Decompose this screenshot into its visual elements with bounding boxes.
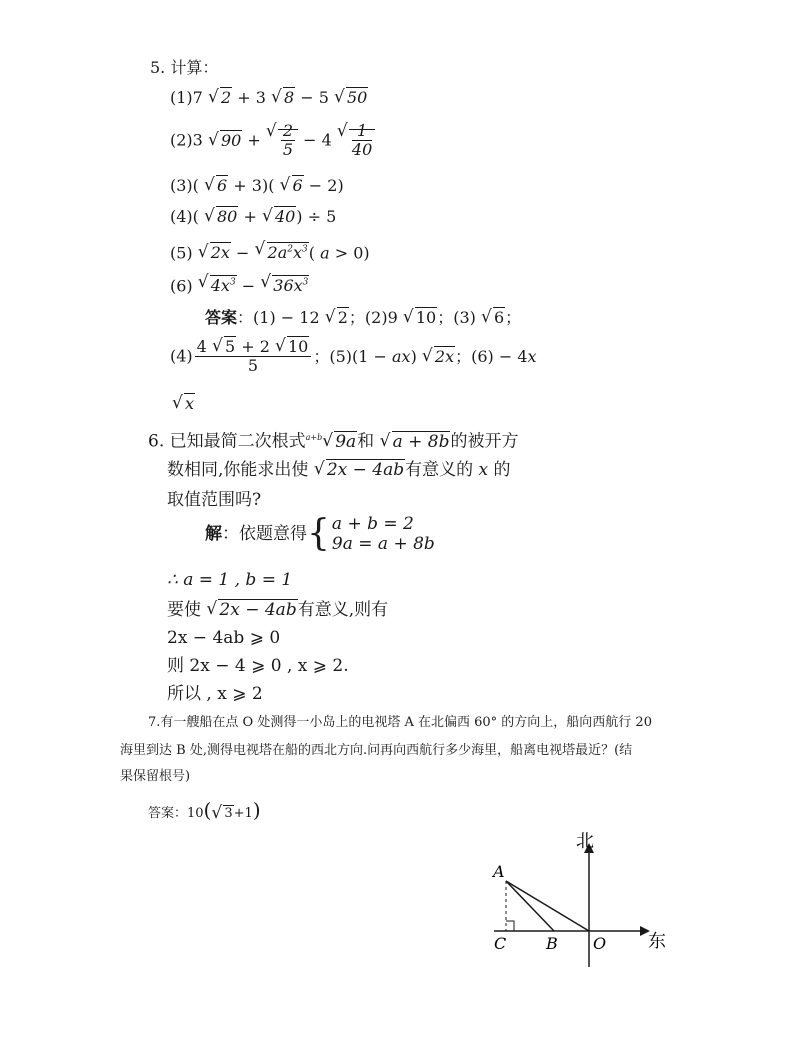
problem5-item-4: (4)( √ 80 + √ 40) ÷ 5 [170,207,336,227]
problem6-step-2: 要使 √ 2x − 4ab有意义,则有 [167,600,388,620]
equation-2: 9a = a + 8b [331,534,435,554]
problem5-answer-line-3: √ x [172,394,195,414]
direction-diagram [480,825,680,970]
problem7-answer: 答案：10(√ 3+1) [148,800,261,824]
problem6-step-4: 则 2x − 4 ⩾ 0 , x ⩾ 2. [167,656,349,676]
point-a-label: A [493,862,505,881]
problem7-line-3: 果保留根号) [120,769,191,784]
problem6-step-3: 2x − 4ab ⩾ 0 [167,628,281,648]
problem6-line-1: 6. 已知最简二次根式$^{a+b}$√ 9a和 √ a + 8b的被开方 [148,428,518,452]
problem5-answer-line-1: 答案：(1) − 12 √ 2；(2)9 √ 10；(3) √ 6； [205,308,521,328]
problem5-item-2: (2)3 √ 90 + √ $\frac{2}{5}$ − 4 √ $\frac{1}{40}$ [170,122,375,166]
problem5-item-5: (5) √ 2x − √ $2a^2x^3$( a > 0) [170,240,370,263]
problem6-line-2: 数相同,你能求出使 √ 2x − 4ab有意义的 x 的 [167,460,511,480]
east-label: 东 [648,931,666,952]
answer-label: 答案 [205,308,238,327]
problem7-line-1: 7.有一艘船在点 O 处测得一小岛上的电视塔 A 在北偏西 60° 的方向上，船向西航行 20 [148,715,652,730]
problem7-line-2: 海里到达 B 处,测得电视塔在船的西北方向.问再向西航行多少海里，船离电视塔最近？(结 [120,743,633,758]
problem5-item-3: (3)( √ 6 + 3)( √ 6 − 2) [170,176,344,196]
problem5-item-1: (1)7 √ 2 + 3 √ 8 − 5 √ 50 [170,88,368,108]
problem5-item-6: (6) √ $4x^3$ − √ $36x^3$ [170,273,309,296]
right-angle-mark [506,921,514,931]
problem6-solution: 解：依题意得{ a + b = 2 9a = a + 8b [205,513,435,554]
equation-1: a + b = 2 [331,514,414,534]
problem6-line-3: 取值范围吗? [167,490,262,510]
problem6-step-5: 所以 , x ⩾ 2 [167,684,263,704]
problem6-step-1: ∴ a = 1 , b = 1 [167,570,293,590]
problem5-title: 5. 计算： [150,58,219,77]
point-c-label: C [494,934,507,953]
solution-label: 解 [205,524,222,544]
problem5-answer-line-2: (4) $\frac{4 √ 5 + 2 √ 10}{5}$ ；(5)(1 − ax) √ 2x；(6) − 4x [170,338,537,382]
point-b-label: B [546,934,558,953]
point-o-label: O [593,934,607,953]
solution-intro: ：依题意得 [222,524,307,544]
north-label: 北 [576,831,594,852]
